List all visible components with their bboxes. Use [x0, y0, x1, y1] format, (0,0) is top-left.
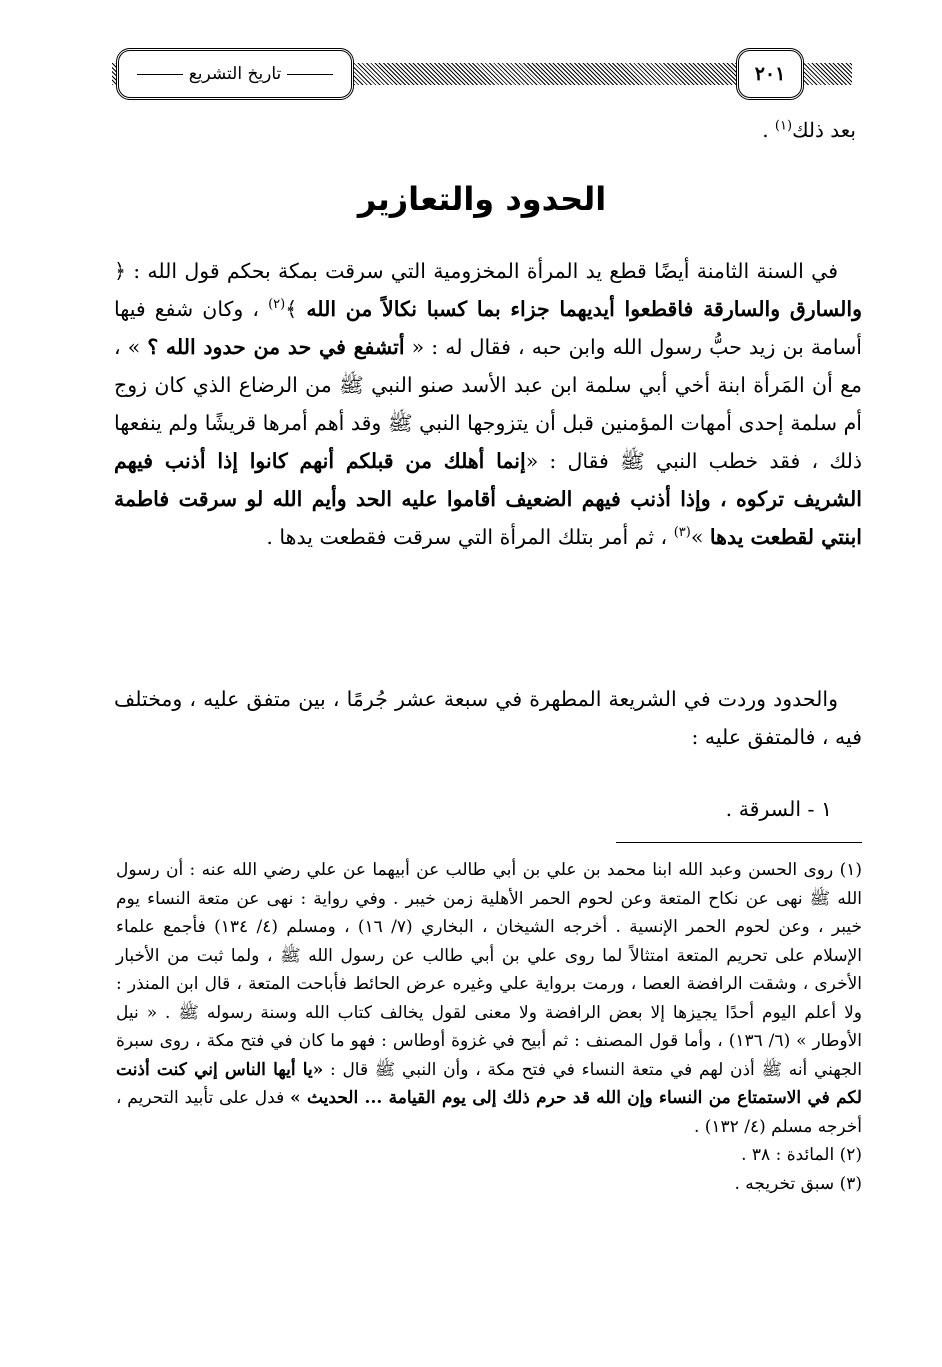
continuation-text: بعد ذلك: [792, 118, 856, 142]
footnote-ref-1: (١): [774, 118, 793, 134]
list-item: ١ - السرقة .: [725, 797, 832, 821]
page-header: [112, 44, 852, 102]
footnotes: [116, 856, 862, 1198]
p1-text-4: » ، مع أن المَرأة ابنة أخي أبي سلمة ابن عبد الأسد صنو النبي ﷺ من الرضاع الذي كان زوج أم سلمة إحدى أمهات المؤمنين قبل أن يتزوجها النبي ﷺ وقد أهم أمرها قريشًا ولم ينفعها ذلك ، فقد خطب النبي ﷺ فقال : «: [114, 335, 862, 473]
continuation-line: [762, 118, 856, 142]
p1-text-1: في السنة الثامنة أيضًا قطع يد المرأة المخزومية التي سرقت بمكة بحكم قول الله : ﴿: [114, 259, 838, 283]
running-title-box: [116, 48, 354, 100]
footnote-1: [116, 856, 862, 1141]
footnote-2: (٢) المائدة : ٣٨ .: [741, 1145, 862, 1165]
p1-text-5: »: [690, 525, 710, 549]
footnote-ref-2: (٢): [268, 297, 286, 313]
footnote-separator: [616, 842, 862, 843]
page-number-box: [736, 48, 804, 100]
running-title: تاريخ التشريع: [188, 64, 282, 84]
title-flourish-right: [287, 74, 333, 75]
footnote-1-end: فدل على تأبيد التحريم ، أخرجه مسلم (٤/ ١٣٢) .: [116, 1088, 862, 1137]
continuation-end: .: [762, 118, 775, 142]
p1-text-6: ، ثم أمر بتلك المرأة التي سرقت فقطعت يدها .: [266, 525, 674, 549]
paragraph-2: والحدود وردت في الشريعة المطهرة في سبعة عشر جُرمًا ، بين متفق عليه ، ومختلف فيه ، فالمتفق عليه :: [114, 687, 862, 749]
p1-text-3: ، وكان شفع فيها أسامة بن زيد حبُّ رسول الله وابن حبه ، فقال له : «: [114, 297, 862, 359]
quran-quote: والسارق والسارقة فاقطعوا أيديهما جزاء بما كسبا نكالاً من الله: [306, 297, 863, 321]
footnote-ref-3: (٣): [673, 525, 691, 541]
p1-text-2: ﴾: [285, 297, 307, 321]
section-heading: الحدود والتعازير: [357, 180, 607, 218]
paragraph-1: [114, 252, 862, 556]
hadith-quote-1: أتشفع في حد من حدود الله ؟: [147, 335, 405, 359]
page-number: ٢٠١: [754, 63, 786, 85]
footnote-1-text: (١) روى الحسن وعبد الله ابنا محمد بن علي بن أبي طالب عن أبيهما عن علي رضي الله عنه : أن رسول الله ﷺ نهى عن نكاح المتعة وعن لحوم الحمر الأهلية زمن خيبر . وفي رواية : نهى عن متعة النساء يوم خيبر ، وعن لحوم الحمر الإنسية . أخرجه الشيخان ، البخاري (٧/ ١٦) ، ومسلم (٤/ ١٣٤) فأجمع علماء الإسلام على تحريم المتعة امتثالاً لما روى علي بن أبي طالب عن رسول الله ﷺ ، ولما ثبت من الأخبار الأخرى ، وشقت الرافضة العصا ، ورمت برواية علي وغيره عرض الحائط فأباحت المتعة ، قال ابن المنذر : ولا أعلم اليوم أحدًا يجيزها إلا بعض الرافضة ولا معنى لقول يخالف كتاب الله وسنة رسوله ﷺ . « نيل الأوطار » (٦/ ١٣٦) ، وأما قول المصنف : ثم أبيح في غزوة أوطاس : فهو ما كان في فتح مكة ، روى سبرة الجهني أنه ﷺ أذن لهم في متعة النساء في فتح مكة ، وأن النبي ﷺ قال :: [116, 860, 863, 1080]
title-flourish-left: [137, 74, 183, 75]
hadith-quote-2: إنما أهلك من قبلكم أنهم كانوا إذا أذنب فيهم الشريف تركوه ، وإذا أذنب فيهم الضعيف أقاموا عليه الحد وأيم الله لو سرقت فاطمة ابنتي لقطعت يدها: [114, 449, 862, 549]
footnote-1-quote: «يا أيها الناس إني كنت أذنت لكم في الاستمتاع من النساء وإن الله قد حرم ذلك إلى يوم القيامة ... الحديث »: [116, 1059, 862, 1108]
footnote-3: (٣) سبق تخريجه .: [734, 1173, 862, 1194]
